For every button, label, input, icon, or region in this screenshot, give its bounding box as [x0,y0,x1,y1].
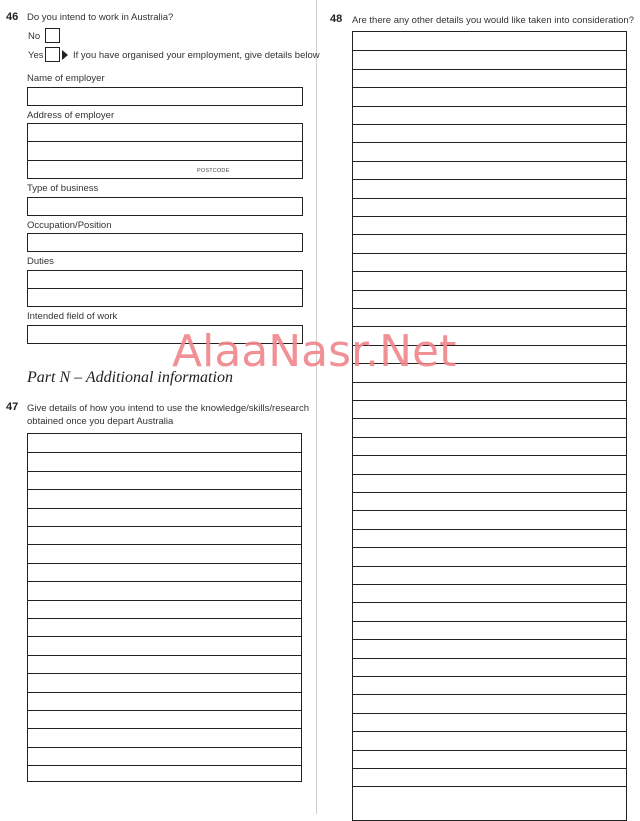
question-48-text: Are there any other details you would like taken into consideration? [352,15,635,26]
question-46-text: Do you intend to work in Australia? [27,12,174,23]
question-48-answer-line [353,234,626,235]
question-47-answer-line [28,655,301,656]
address-line-3-field[interactable] [27,160,303,179]
question-48-answer-line [353,658,626,659]
question-48-answer-line [353,271,626,272]
question-47-answer-line [28,508,301,509]
question-48-answer-line [353,179,626,180]
question-47-answer-line [28,692,301,693]
intended-field-of-work-field[interactable] [27,325,303,344]
question-48-answer-line [353,510,626,511]
part-n-heading: Part N – Additional information [27,369,233,386]
question-48-answer-line [353,694,626,695]
question-47-answer-line [28,489,301,490]
question-48-answer-line [353,124,626,125]
question-48-number: 48 [330,13,343,25]
question-48-answer-line [353,639,626,640]
question-48-answer-line [353,106,626,107]
question-48-answer-line [353,713,626,714]
yes-label: Yes [28,50,44,61]
question-48-answer-line [353,529,626,530]
question-47-answer-line [28,710,301,711]
question-48-answer-line [353,474,626,475]
yes-instruction: If you have organised your employment, give details below [73,50,320,61]
question-48-answer-line [353,253,626,254]
column-divider [316,0,317,814]
question-48-answer-line [353,621,626,622]
question-48-answer-line [353,400,626,401]
question-48-answer-line [353,786,626,787]
question-48-answer-line [353,198,626,199]
question-48-answer-line [353,161,626,162]
duties-line-2-field[interactable] [27,288,303,307]
question-48-answer-line [353,382,626,383]
occupation-position-field[interactable] [27,233,303,252]
question-48-answer-line [353,584,626,585]
question-48-answer-line [353,363,626,364]
question-48-answer-line [353,731,626,732]
name-of-employer-field[interactable] [27,87,303,106]
question-48-answer-line [353,326,626,327]
question-48-answer-line [353,547,626,548]
question-48-answer-line [353,142,626,143]
intended-field-label: Intended field of work [27,311,118,322]
address-line-2-field[interactable] [27,141,303,161]
question-47-answer-line [28,544,301,545]
question-48-answer-line [353,566,626,567]
question-48-answer-line [353,437,626,438]
question-47-answer-lines[interactable] [27,433,302,782]
question-48-answer-line [353,87,626,88]
question-46-number: 46 [6,11,19,23]
question-47-answer-line [28,673,301,674]
no-label: No [28,31,41,42]
question-48-answer-line [353,768,626,769]
question-48-answer-line [353,50,626,51]
question-48-answer-line [353,455,626,456]
name-of-employer-label: Name of employer [27,73,105,84]
question-47-number: 47 [6,401,19,413]
question-48-answer-line [353,602,626,603]
question-47-answer-line [28,600,301,601]
arrow-right-icon [62,50,68,60]
question-48-answer-lines[interactable] [352,31,627,821]
question-47-answer-line [28,526,301,527]
postcode-label: POSTCODE [197,168,230,174]
type-of-business-label: Type of business [27,183,99,194]
question-47-answer-line [28,581,301,582]
question-48-answer-line [353,290,626,291]
duties-label: Duties [27,256,54,267]
question-47-text-line-2: obtained once you depart Australia [27,416,174,427]
no-checkbox[interactable] [45,28,60,43]
question-47-answer-line [28,471,301,472]
question-47-answer-line [28,728,301,729]
question-47-answer-line [28,563,301,564]
question-47-answer-line [28,747,301,748]
yes-checkbox[interactable] [45,47,60,62]
address-line-1-field[interactable] [27,123,303,142]
question-48-answer-line [353,418,626,419]
question-47-answer-line [28,765,301,766]
question-47-text-line-1: Give details of how you intend to use the knowledge/skills/research [27,403,309,414]
question-48-answer-line [353,750,626,751]
type-of-business-field[interactable] [27,197,303,216]
watermark: AlaaNasr.Net [172,326,457,377]
question-47-answer-line [28,636,301,637]
address-of-employer-label: Address of employer [27,110,115,121]
question-48-answer-line [353,492,626,493]
question-48-answer-line [353,345,626,346]
question-47-answer-line [28,618,301,619]
question-47-answer-line [28,452,301,453]
duties-line-1-field[interactable] [27,270,303,289]
question-48-answer-line [353,308,626,309]
question-48-answer-line [353,676,626,677]
question-48-answer-line [353,69,626,70]
question-48-answer-line [353,216,626,217]
occupation-position-label: Occupation/Position [27,220,112,231]
